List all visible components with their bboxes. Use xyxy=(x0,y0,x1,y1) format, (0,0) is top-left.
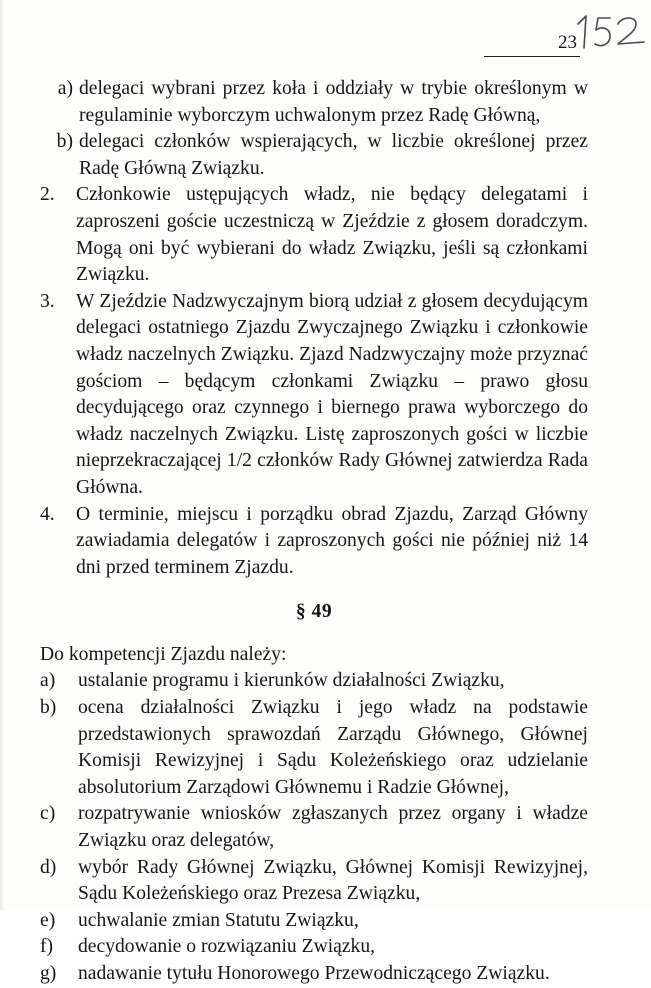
item-number: 3. xyxy=(40,290,55,312)
item-number: 2. xyxy=(40,184,55,206)
body-text xyxy=(40,76,588,988)
list-item xyxy=(40,668,588,695)
list-item xyxy=(40,908,588,935)
numbered-item-text: O terminie, miejscu i porządku obrad Zjazdu, Zarząd Główny zawiadamia delegatów i zaproszonych gości nie później niż 14 dni przed terminem Zjazdu. xyxy=(76,503,588,578)
list-marker: f) xyxy=(40,936,54,958)
list-marker: d) xyxy=(40,856,57,878)
list-item xyxy=(40,801,588,854)
numbered-item-text: Członkowie ustępujących władz, nie będący delegatami i zaproszeni goście uczestniczą w Zjeździe z głosem doradczym. Mogą oni być wybierani do władz Związku, jeśli są członkami Związku. xyxy=(76,184,588,286)
numbered-item xyxy=(40,502,588,582)
list-item-text: ustalanie programu i kierunków działalności Związku, xyxy=(78,670,505,692)
list-item xyxy=(40,695,588,801)
list-item xyxy=(40,934,588,961)
numbered-item xyxy=(40,182,588,288)
list-marker: e) xyxy=(40,909,56,931)
list-item xyxy=(40,76,588,129)
handwritten-page-number xyxy=(572,10,648,52)
list-marker: g) xyxy=(40,963,57,984)
item-number: 4. xyxy=(40,503,55,525)
list-item-text: decydowanie o rozwiązaniu Związku, xyxy=(78,936,376,958)
list-marker: c) xyxy=(40,803,56,825)
list-item-text: nadawanie tytułu Honorowego Przewodniczącego Związku. xyxy=(78,963,550,984)
list-item xyxy=(40,855,588,908)
list-item-text: delegaci wybrani przez koła i oddziały w trybie określonym w regulaminie wyborczym uchwalonym przez Radę Główną, xyxy=(79,78,588,126)
list-item-text: ocena działalności Związku i jego władz na podstawie przedstawionych sprawozdań Zarządu Głównego, Głównej Komisji Rewizyjnej i Sądu Koleżeńskiego oraz udzielanie absolutorium Zarządowi Głównemu i Radzie Głównej, xyxy=(78,697,588,798)
list-marker: a) xyxy=(57,78,73,99)
section-intro: Do kompetencji Zjazdu należy: xyxy=(40,643,287,665)
header-rule xyxy=(484,56,580,57)
section-heading: § 49 xyxy=(295,601,333,623)
list-marker: b) xyxy=(40,697,57,719)
list-marker: a) xyxy=(40,670,56,692)
page-number: 23 xyxy=(558,32,577,53)
list-item-text: wybór Rady Głównej Związku, Głównej Komisji Rewizyjnej, Sądu Koleżeńskiego oraz Prezesa Związku, xyxy=(78,856,588,905)
page-header xyxy=(0,0,651,70)
list-marker: b) xyxy=(56,131,73,153)
list-item-text: delegaci członków wspierających, w liczbie określonej przez Radę Główną Związku. xyxy=(79,131,588,179)
list-item-text: rozpatrywanie wniosków zgłaszanych przez organy i władze Związku oraz delegatów, xyxy=(78,803,588,852)
numbered-item-text: W Zjeździe Nadzwyczajnym biorą udział z głosem decydującym delegaci ostatniego Zjazdu Zwyczajnego Związku i członkowie władz naczelnych Związku. Zjazd Nadzwyczajny może przyznać gościom – będącym członkami Związku – prawo głosu decydującego oraz czynnego i biernego prawa wyborczego do władz naczelnych Związku. Listę zaproszonych gości w liczbie nieprzekraczającej 1/2 członków Rady Głównej zatwierdza Rada Główna. xyxy=(76,290,588,498)
list-item xyxy=(40,129,588,182)
numbered-item xyxy=(40,289,588,502)
list-item xyxy=(40,961,588,988)
list-item-text: uchwalanie zmian Statutu Związku, xyxy=(78,909,359,931)
